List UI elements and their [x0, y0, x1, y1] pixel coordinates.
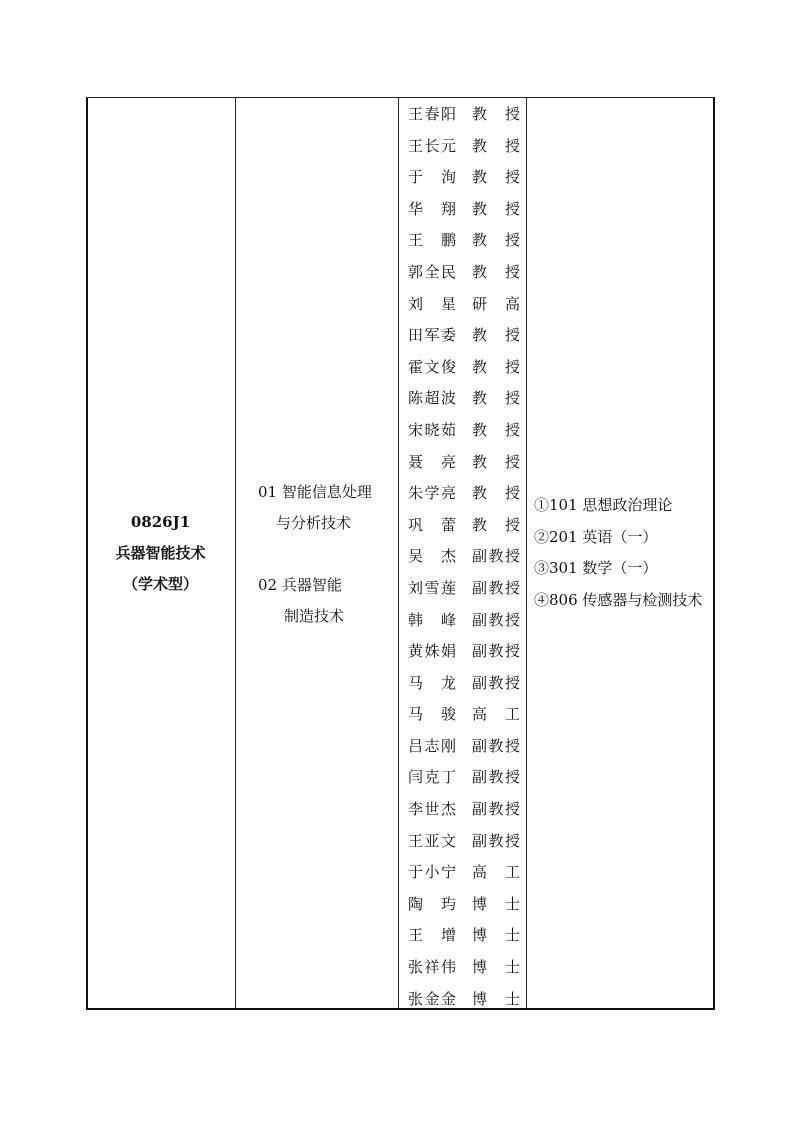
supervisor-name: 闫克丁: [408, 768, 456, 787]
major-name: 兵器智能技术: [115, 544, 206, 562]
supervisor-row: [399, 287, 526, 319]
supervisor-title: 教授: [472, 231, 520, 250]
supervisor-row: [399, 824, 526, 856]
supervisor-title: 教授: [472, 199, 520, 218]
supervisor-row: [399, 192, 526, 224]
exam-subject-1: ①101 思想政治理论: [534, 496, 673, 514]
supervisor-row: [399, 539, 526, 571]
supervisor-title: 教授: [472, 420, 520, 439]
supervisor-name: 李世杰: [408, 800, 456, 819]
supervisor-title: 教授: [472, 484, 520, 503]
direction-2-line-1: 02 兵器智能: [258, 576, 342, 594]
supervisor-name: 于洵: [408, 168, 456, 187]
exam-subject-3: ③301 数学（一）: [534, 559, 658, 577]
supervisor-name: 吕志刚: [408, 736, 456, 755]
supervisor-title: 教授: [472, 389, 520, 408]
supervisor-row: [399, 571, 526, 603]
supervisor-title: 教授: [472, 262, 520, 281]
supervisor-title: 副教授: [472, 578, 520, 597]
direction-1-line-1: 01 智能信息处理: [258, 483, 372, 501]
supervisor-title: 研高: [472, 294, 520, 313]
supervisor-name: 张金金: [408, 989, 456, 1008]
supervisor-title: 教授: [472, 136, 520, 155]
supervisor-name: 郭全民: [408, 262, 456, 281]
supervisor-title: 副教授: [472, 736, 520, 755]
supervisor-row: [399, 160, 526, 192]
supervisor-title: 博士: [472, 989, 520, 1008]
supervisor-row: [399, 508, 526, 540]
major-type: （学术型）: [122, 575, 198, 593]
supervisor-row: [399, 350, 526, 382]
supervisor-name: 宋晓茹: [408, 420, 456, 439]
supervisor-title: 副教授: [472, 800, 520, 819]
supervisor-row: [399, 918, 526, 950]
supervisor-row: [399, 381, 526, 413]
supervisor-name: 韩峰: [408, 610, 456, 629]
supervisor-row: [399, 318, 526, 350]
supervisor-title: 博士: [472, 926, 520, 945]
supervisor-name: 吴杰: [408, 547, 456, 566]
major-cell: [86, 507, 235, 600]
supervisor-title: 教授: [472, 105, 520, 123]
supervisor-title: 教授: [472, 168, 520, 187]
supervisor-title: 副教授: [472, 642, 520, 661]
supervisor-row: [399, 223, 526, 255]
supervisor-row: [399, 634, 526, 666]
supervisor-title: 博士: [472, 958, 520, 977]
supervisor-title: 教授: [472, 452, 520, 471]
supervisor-row: [399, 413, 526, 445]
supervisor-row: [399, 855, 526, 887]
supervisor-title: 高工: [472, 863, 520, 882]
supervisor-name: 王鹏: [408, 231, 456, 250]
major-code: 0826J1: [130, 513, 191, 531]
supervisor-row: [399, 982, 526, 1014]
supervisor-name: 刘星: [408, 294, 456, 313]
supervisor-name: 朱学亮: [408, 484, 456, 503]
supervisor-title: 高工: [472, 705, 520, 724]
supervisor-name: 于小宁: [408, 863, 456, 882]
supervisor-row: [399, 760, 526, 792]
supervisor-name: 王亚文: [408, 831, 456, 850]
supervisor-name: 王长元: [408, 136, 456, 155]
supervisor-list: [399, 97, 526, 1013]
supervisor-name: 华翔: [408, 199, 456, 218]
supervisor-name: 陶玙: [408, 894, 456, 913]
supervisor-name: 巩蕾: [408, 515, 456, 534]
supervisor-row: [399, 792, 526, 824]
supervisor-name: 王增: [408, 926, 456, 945]
supervisor-name: 马龙: [408, 673, 456, 692]
supervisor-name: 黄姝娟: [408, 642, 456, 661]
supervisor-name: 刘雪莲: [408, 578, 456, 597]
supervisor-title: 副教授: [472, 768, 520, 787]
supervisor-title: 教授: [472, 515, 520, 534]
exam-subject-4: ④806 传感器与检测技术: [534, 590, 703, 609]
supervisor-row: [399, 603, 526, 635]
supervisor-row: [399, 445, 526, 477]
supervisor-row: [399, 129, 526, 161]
direction-1-line-2: 与分析技术: [276, 514, 352, 532]
supervisor-title: 副教授: [472, 831, 520, 850]
exam-subjects-cell: [527, 490, 720, 616]
supervisor-title: 副教授: [472, 547, 520, 566]
supervisor-name: 霍文俊: [408, 357, 456, 376]
column-divider: [235, 97, 236, 1010]
exam-subject-2: ②201 英语（一）: [534, 527, 658, 546]
supervisor-row: [399, 887, 526, 919]
supervisor-name: 张祥伟: [408, 958, 456, 977]
supervisor-title: 副教授: [472, 610, 520, 629]
supervisor-row: [399, 697, 526, 729]
supervisor-row: [399, 476, 526, 508]
supervisor-row: [399, 729, 526, 761]
supervisor-title: 博士: [472, 894, 520, 913]
supervisor-name: 王春阳: [408, 105, 456, 123]
supervisor-title: 副教授: [472, 673, 520, 692]
supervisor-name: 陈超波: [408, 389, 456, 408]
supervisor-title: 教授: [472, 357, 520, 376]
supervisor-name: 马骏: [408, 705, 456, 724]
supervisor-title: 教授: [472, 326, 520, 345]
enrollment-table: [86, 97, 714, 1010]
direction-2-line-2: 制造技术: [284, 607, 345, 625]
supervisor-row: [399, 255, 526, 287]
supervisor-name: 聂亮: [408, 452, 456, 471]
supervisor-name: 田军委: [408, 326, 456, 345]
supervisor-row: [399, 666, 526, 698]
supervisor-row: [399, 97, 526, 129]
supervisor-row: [399, 950, 526, 982]
